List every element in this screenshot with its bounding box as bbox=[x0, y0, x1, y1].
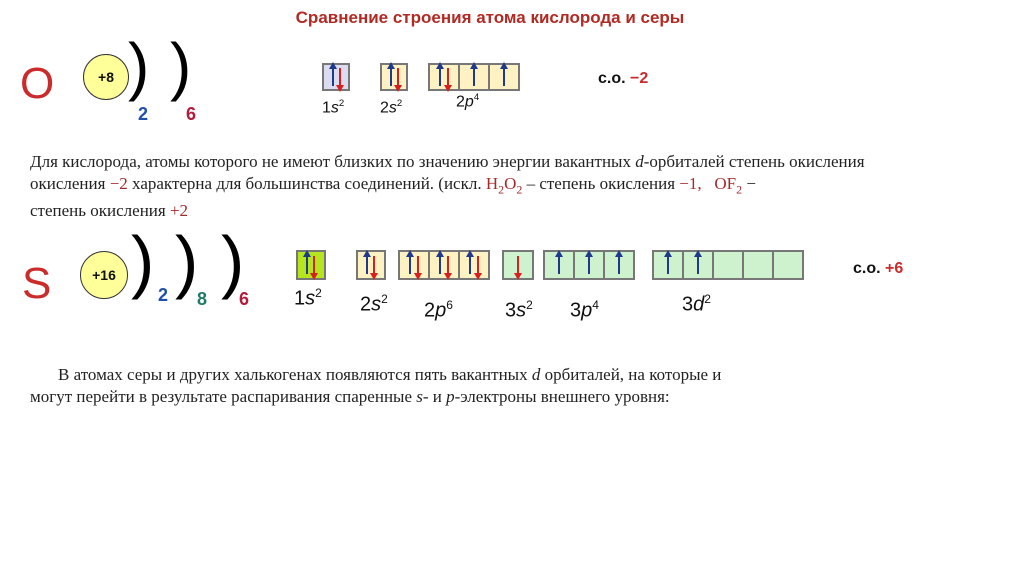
oxygen-2p-label: $2p^4$ bbox=[456, 92, 480, 111]
sulfur-3s-label: $3s^2$ bbox=[505, 298, 533, 322]
sulfur-oxidation-state: с.о. +6 bbox=[853, 260, 904, 277]
spin-up-arrow bbox=[618, 256, 620, 274]
oxygen-shell-2-count: 6 bbox=[186, 104, 197, 124]
sulfur-1s-label: $1s^2$ bbox=[294, 286, 322, 310]
sulfur-3d-cell bbox=[772, 250, 804, 280]
oxygen-2s-label: $2s^2$ bbox=[380, 98, 403, 117]
spin-down-arrow bbox=[417, 256, 419, 274]
sulfur-shell-2-count: 8 bbox=[197, 289, 208, 309]
oxygen-symbol: O bbox=[20, 59, 55, 108]
spin-up-arrow bbox=[588, 256, 590, 274]
spin-up-arrow bbox=[306, 256, 308, 274]
sulfur-shell-arc-2: ) bbox=[175, 222, 199, 300]
oxygen-shell-arc-1: ) bbox=[128, 30, 150, 102]
oxygen-1s-label: $1s^2$ bbox=[322, 98, 345, 117]
sulfur-shell-3-count: 6 bbox=[239, 289, 250, 309]
sulfur-2p-label: $2p^6$ bbox=[424, 298, 453, 322]
sulfur-shell-arc-3: ) bbox=[221, 222, 245, 300]
oxygen-description: Для кислорода, атомы которого не имеют близких по значению энергии вакантных d-орбиталей степень окисления bbox=[30, 152, 865, 171]
sulfur-nucleus: +16 bbox=[80, 251, 128, 299]
sulfur-description: В атомах серы и других халькогенах появляются пять вакантных d орбиталей, на которые и могут перейти в результате распаривания спаренные s- и p-электроны внешнего уровня: bbox=[30, 365, 722, 406]
sulfur-3d-label: $3d^2$ bbox=[682, 292, 711, 316]
oxygen-oxidation-state: с.о. −2 bbox=[598, 70, 649, 87]
spin-down-arrow bbox=[447, 256, 449, 274]
spin-up-arrow bbox=[366, 256, 368, 274]
sulfur-symbol: S bbox=[22, 259, 52, 308]
spin-up-arrow bbox=[558, 256, 560, 274]
spin-down-arrow bbox=[373, 256, 375, 274]
spin-down-arrow bbox=[313, 256, 315, 274]
sulfur-shell-arc-1: ) bbox=[131, 222, 155, 300]
oxygen-shell-1-count: 2 bbox=[138, 104, 149, 124]
oxygen-shell-arc-2: ) bbox=[170, 30, 192, 102]
spin-up-arrow bbox=[697, 256, 699, 274]
oxygen-nucleus: +8 bbox=[83, 54, 129, 100]
spin-up-arrow bbox=[667, 256, 669, 274]
spin-up-arrow bbox=[469, 256, 471, 274]
spin-up-arrow bbox=[409, 256, 411, 274]
oxygen-description-text: окисления −2 характерна для большинства соединений. (искл. $H_2O_2$ – степень окисления −1, $OF_2$ − степень окисления +2 bbox=[30, 174, 756, 221]
spin-up-arrow bbox=[439, 256, 441, 274]
spin-down-arrow bbox=[477, 256, 479, 274]
sulfur-2s-label: $2s^2$ bbox=[360, 292, 388, 316]
sulfur-3p-label: $3p^4$ bbox=[570, 298, 599, 322]
page-title: Сравнение строения атома кислорода и серы bbox=[295, 8, 685, 27]
sulfur-3d-cell bbox=[742, 250, 774, 280]
sulfur-shell-1-count: 2 bbox=[158, 285, 169, 305]
spin-down-arrow bbox=[517, 256, 519, 274]
sulfur-3d-cell bbox=[712, 250, 744, 280]
